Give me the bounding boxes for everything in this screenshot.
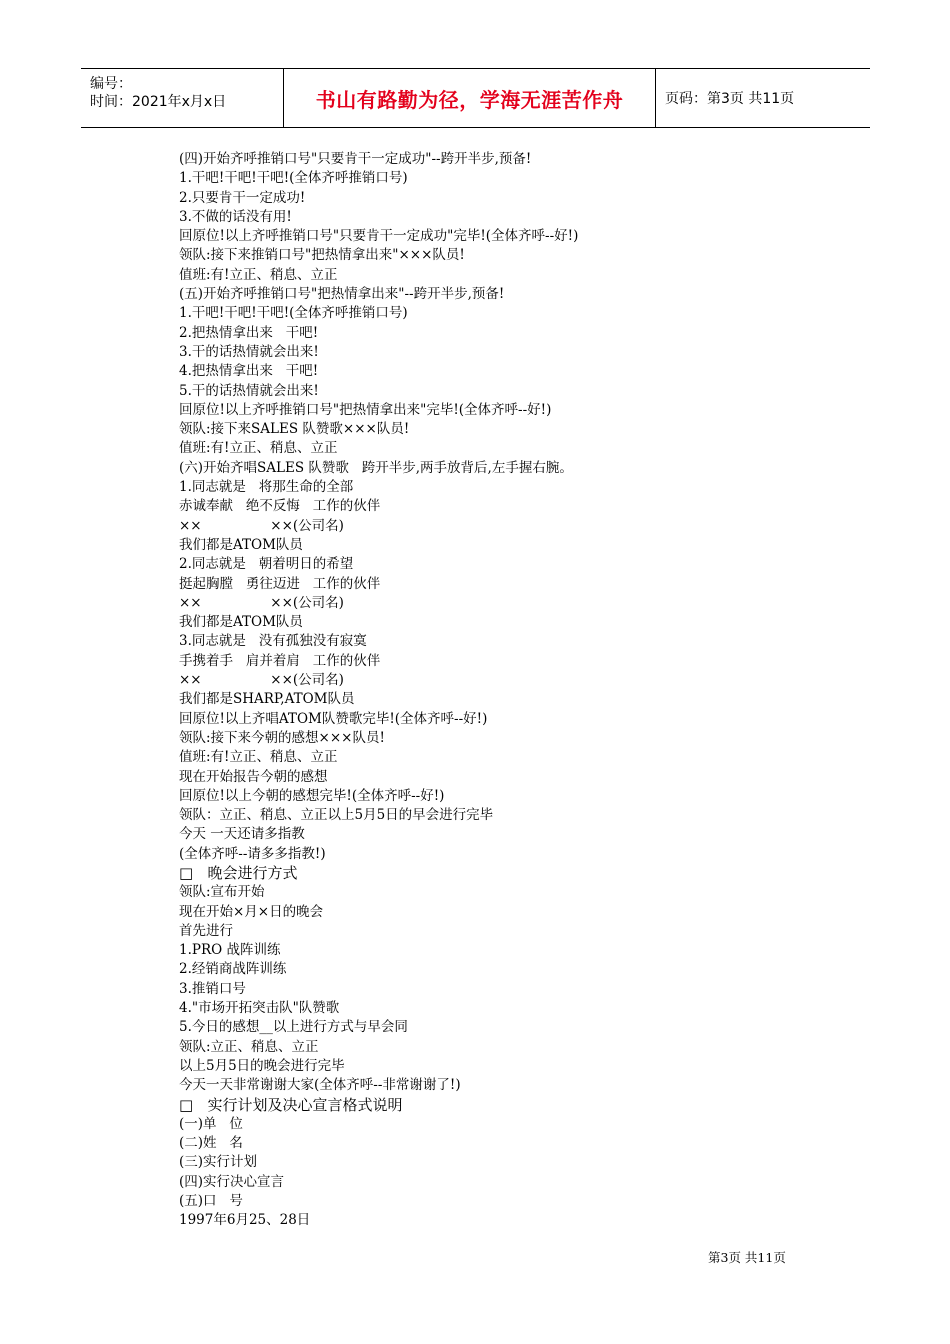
text-line: 3.干的话热情就会出来! [179, 343, 319, 360]
text-line: 以上5月5日的晚会进行完毕 [179, 1057, 345, 1074]
text-line: (四)开始齐呼推销口号"只要肯干一定成功"--跨开半步,预备! [179, 151, 532, 167]
text-line: 我们都是ATOM队员 [179, 536, 303, 553]
text-line: 领队：立正、稍息、立正以上5月5日的早会进行完毕 [179, 807, 494, 824]
text-line: 挺起胸膛 勇往迈进 工作的伙伴 [179, 575, 381, 592]
text-line: 2.把热情拿出来 干吧! [179, 324, 319, 341]
text-line: (三)实行计划 [179, 1154, 258, 1171]
text-line: 领队:接下来今朝的感想×××队员! [179, 729, 385, 746]
code-label: 编号： [90, 76, 132, 92]
text-line: 现在开始报告今朝的感想 [179, 768, 328, 785]
text-line: 2.经销商战阵训练 [179, 961, 287, 978]
text-line: ×× ××(公司名) [179, 672, 344, 689]
text-line: 3.不做的话没有用! [179, 208, 292, 225]
text-line: 3.同志就是 没有孤独没有寂寞 [179, 633, 367, 650]
page-header [81, 68, 870, 128]
text-line: ×× ××(公司名) [179, 594, 344, 611]
text-line: 手携着手 肩并着肩 工作的伙伴 [179, 652, 381, 669]
text-line: 2.同志就是 朝着明日的希望 [179, 556, 354, 573]
text-line: 领队:宣布开始 [179, 884, 265, 901]
text-line: 5.干的话热情就会出来! [179, 382, 319, 399]
text-line: 回原位!以上齐呼推销口号"把热情拿出来"完毕!(全体齐呼--好!) [179, 401, 552, 418]
section-heading: □ 实行计划及决心宣言格式说明 [179, 1095, 403, 1114]
text-line: 赤诚奉献 绝不反悔 工作的伙伴 [179, 498, 381, 515]
text-line: 1997年6月25、28日 [179, 1212, 311, 1229]
text-line: 2.只要肯干一定成功! [179, 189, 306, 206]
text-line: 领队:立正、稍息、立正 [179, 1038, 319, 1055]
text-line: ×× ××(公司名) [179, 517, 344, 534]
text-line: 领队:接下来推销口号"把热情拿出来"×××队员! [179, 247, 465, 264]
text-line: (五)开始齐呼推销口号"把热情拿出来"--跨开半步,预备! [179, 286, 505, 303]
text-line: 1.干吧!干吧!干吧!(全体齐呼推销口号) [179, 305, 408, 322]
text-line: 1.干吧!干吧!干吧!(全体齐呼推销口号) [179, 170, 408, 187]
section-heading: □ 晚会进行方式 [179, 863, 298, 882]
header-motto: 书山有路勤为径，学海无涯苦作舟 [283, 69, 656, 127]
text-line: 值班:有!立正、稍息、立正 [179, 266, 338, 283]
text-line: 4."市场开拓突击队"队赞歌 [179, 1000, 340, 1017]
body-text [179, 150, 799, 1231]
text-line: 今天一天非常谢谢大家(全体齐呼--非常谢谢了!) [179, 1077, 461, 1094]
text-line: 我们都是ATOM队员 [179, 614, 303, 631]
text-line: 回原位!以上齐唱ATOM队赞歌完毕!(全体齐呼--好!) [179, 710, 488, 727]
text-line: 今天 一天还请多指教 [179, 826, 305, 843]
text-line: 1.同志就是 将那生命的全部 [179, 479, 354, 496]
header-meta-cell [81, 69, 283, 127]
text-line: 3.推销口号 [179, 980, 246, 997]
text-line: (全体齐呼--请多多指教!) [179, 845, 326, 862]
text-line: 首先进行 [179, 922, 233, 939]
text-line: 回原位!以上齐呼推销口号"只要肯干一定成功"完毕!(全体齐呼--好!) [179, 228, 579, 245]
text-line: 现在开始×月×日的晚会 [179, 903, 324, 920]
text-line: (四)实行决心宣言 [179, 1173, 285, 1190]
text-line: 1.PRO 战阵训练 [179, 942, 281, 959]
page-footer: 第3页 共11页 [708, 1250, 786, 1265]
header-page-info: 页码：第3页 共11页 [665, 91, 795, 107]
time-label: 时间：2021年x月x日 [90, 94, 227, 110]
text-line: 值班:有!立正、稍息、立正 [179, 440, 338, 457]
text-line: (二)姓 名 [179, 1135, 243, 1152]
text-line: 领队:接下来SALES 队赞歌×××队员! [179, 421, 410, 438]
text-line: 回原位!以上今朝的感想完毕!(全体齐呼--好!) [179, 787, 445, 804]
text-line: (五)口 号 [179, 1193, 243, 1210]
text-line: 值班:有!立正、稍息、立正 [179, 749, 338, 766]
text-line: 4.把热情拿出来 干吧! [179, 363, 319, 380]
text-line: 5.今日的感想__以上进行方式与早会同 [179, 1019, 408, 1036]
text-line: (六)开始齐唱SALES 队赞歌 跨开半步,两手放背后,左手握右腕。 [179, 459, 573, 476]
text-line: 我们都是SHARP,ATOM队员 [179, 691, 355, 708]
text-line: (一)单 位 [179, 1115, 243, 1132]
